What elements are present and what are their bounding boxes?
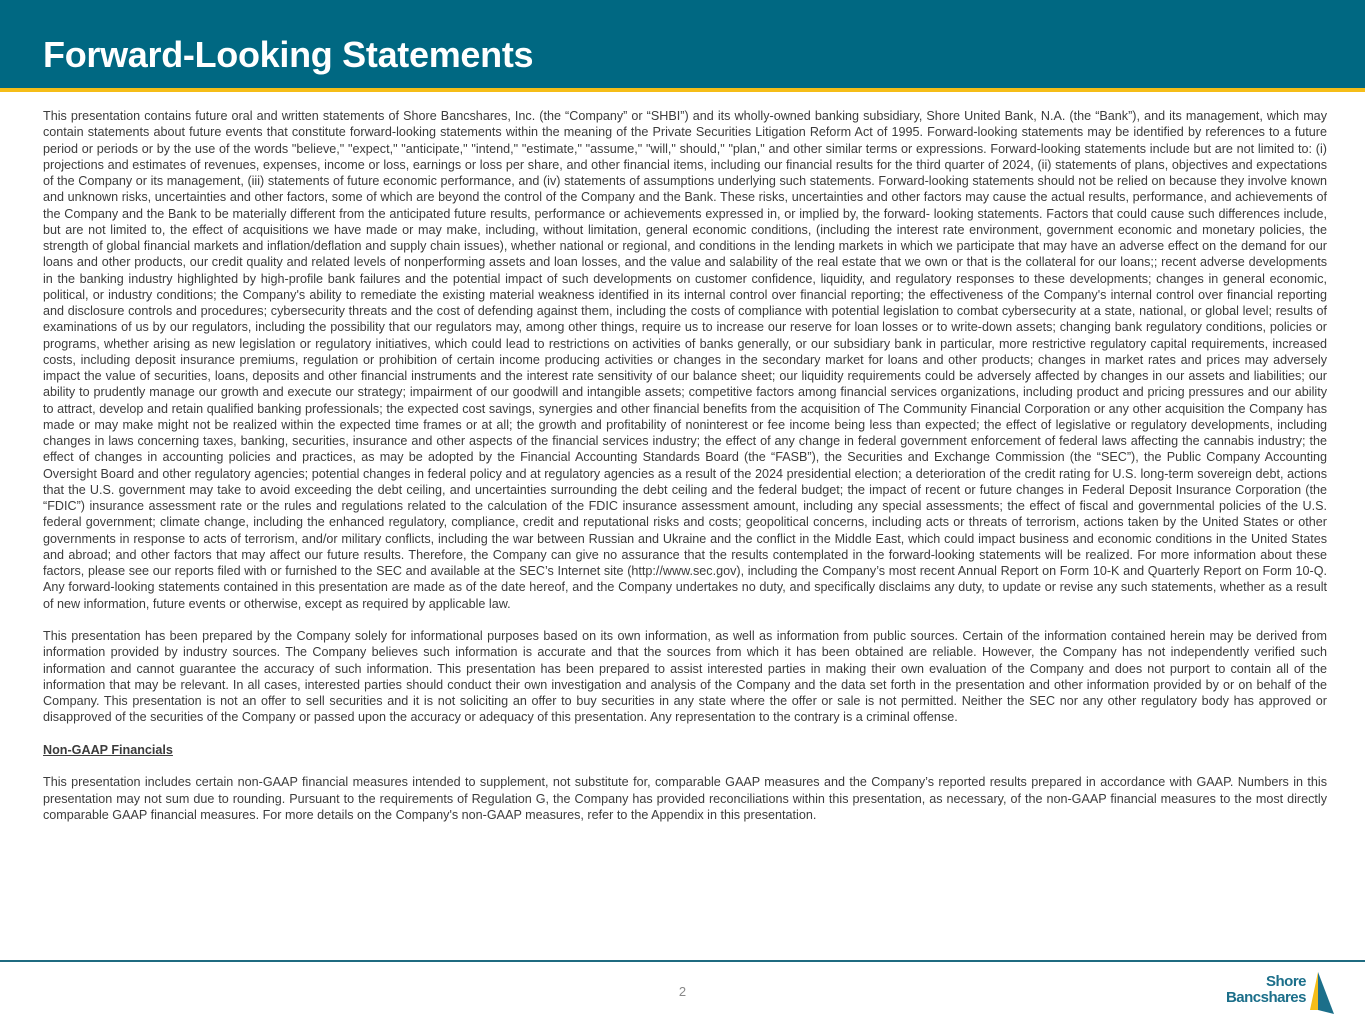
forward-looking-paragraph: This presentation contains future oral and written statements of Shore Bancshares, Inc. (the “Company” or “SHBI”) and its wholly-owned banking subsidiary, Shore United Bank, N.A. (the “Bank”), and its management, which may contain statements about future events that constitute forward-looking statements within the meaning of the Private Securities Litigation Reform Act of 1995. Forward-looking statements may be identified by references to a future period or periods or by the use of the words "believe," "expect," "anticipate," "intend," "estimate," "assume," "will," should," "plan," and other similar terms or expressions. Forward-looking statements include but are not limited to: (i) projections and estimates of revenues, expenses, income or loss, earnings or loss per share, and other financial items, including our financial results for the third quarter of 2024, (ii) statements of plans, objectives and expectations of the Company or its management, (iii) statements of future economic performance, and (iv) statements of assumptions underlying such statements. Forward-looking statements should not be relied on because they involve known and unknown risks, uncertainties and other factors, some of which are beyond the control of the Company and the Bank. These risks, uncertainties and other factors may cause the actual results, performance, and achievements of the Company and the Bank to be materially different from the anticipated future results, performance or achievements expressed in, or implied by, the forward- looking statements. Factors that could cause such differences include, but are not limited to, the effect of acquisitions we have made or may make, including, without limitation, general economic conditions, (including the interest rate environment, government economic and monetary policies, the strength of global financial markets and inflation/deflation and supply chain issues), whether national or regional, and conditions in the lending markets in which we participate that may have an adverse effect on the demand for our loans and other products, our credit quality and related levels of nonperforming assets and loan losses, and the value and salability of the real estate that we own or that is the collateral for our loans;; recent adverse developments in the banking industry highlighted by high-profile bank failures and the potential impact of such developments on customer confidence, liquidity, and regulatory responses to these developments; changes in general economic, political, or industry conditions; the Company's ability to remediate the existing material weakness identified in its internal control over financial reporting; the effectiveness of the Company's internal control over financial reporting and disclosure controls and procedures; cybersecurity threats and the cost of defending against them, including the costs of compliance with potential legislation to combat cybersecurity at a state, national, or global level; results of examinations of us by our regulators, including the possibility that our regulators may, among other things, require us to increase our reserve for loan losses or to write-down assets; changing bank regulatory conditions, policies or programs, whether arising as new legislation or regulatory initiatives, which could lead to restrictions on activities of banks generally, or our subsidiary bank in particular, more restrictive regulatory capital requirements, increased costs, including deposit insurance premiums, regulation or prohibition of certain income producing activities or changes in the secondary market for loans and other products; changes in market rates and prices may adversely impact the value of securities, loans, deposits and other financial instruments and the interest rate sensitivity of our balance sheet; our liquidity requirements could be adversely affected by changes in our assets and liabilities; our ability to prudently manage our growth and execute our strategy; impairment of our goodwill and intangible assets; competitive factors among financial services organizations, including product and pricing pressures and our ability to attract, develop and retain qualified banking professionals; the expected cost savings, synergies and other financial benefits from the acquisition of The Community Financial Corporation or any other acquisition the Company has made or may make might not be realized within the expected time frames or at all; the growth and profitability of noninterest or fee income being less than expected; the effect of legislative or regulatory developments, including changes in laws concerning taxes, banking, securities, insurance and other aspects of the financial services industry; the effect of any change in federal government enforcement of federal laws affecting the cannabis industry; the effect of changes in accounting policies and practices, as may be adopted by the Financial Accounting Standards Board (the “FASB”), the Securities and Exchange Commission (the “SEC”), the Public Company Accounting Oversight Board and other regulatory agencies; potential changes in federal policy and at regulatory agencies as a result of the 2024 presidential election; a deterioration of the credit rating for U.S. long-term sovereign debt, actions that the U.S. government may take to avoid exceeding the debt ceiling, and uncertainties surrounding the debt ceiling and the federal budget; the impact of recent or future changes in Federal Deposit Insurance Corporation (the “FDIC”) insurance assessment rate or the rules and regulations related to the calculation of the FDIC insurance assessment amount, including any special assessments; the effect of fiscal and governmental policies of the U.S. federal government; climate change, including the enhanced regulatory, compliance, credit and reputational risks and costs; geopolitical concerns, including acts or threats of terrorism, actions taken by the United States or other governments in response to acts of terrorism, and/or military conflicts, including the war between Russian and Ukraine and the conflict in the Middle East, which could impact business and economic conditions in the United States and abroad; and other factors that may affect our future results. Therefore, the Company can give no assurance that the results contemplated in the forward-looking statements will be realized. For more information about these factors, please see our reports filed with or furnished to the SEC and available at the SEC’s Internet site (http://www.sec.gov), including the Company’s most recent Annual Report on Form 10-K and Quarterly Report on Form 10-Q. Any forward-looking statements contained in this presentation are made as of the date hereof, and the Company undertakes no duty, and specifically disclaims any duty, to update or revise any such statements, whether as a result of new information, future events or otherwise, except as required by applicable law. [43,109,1327,611]
footer-divider [0,960,1365,962]
informational-purpose-paragraph: This presentation has been prepared by the Company solely for informational purposes based on its own information, as well as information from public sources. Certain of the information contained herein may be derived from information provided by industry sources. The Company believes such information is accurate and that the sources from which it has been obtained are reliable. However, the Company has not independently verified such information and cannot guarantee the accuracy of such information. This presentation has been prepared to assist interested parties in making their own evaluation of the Company and does not purport to contain all of the information that may be relevant. In all cases, interested parties should conduct their own investigation and analysis of the Company and the data set forth in the presentation and other information provided by or on behalf of the Company. This presentation is not an offer to sell securities and it is not soliciting an offer to buy securities in any state where the offer or sale is not permitted. Neither the SEC nor any other regulatory body has approved or disapproved of the securities of the Company or passed upon the accuracy or adequacy of this presentation. Any representation to the contrary is a criminal offense. [43,629,1327,725]
logo-text [1226,974,1306,1006]
header-accent-stripe [0,88,1365,92]
shore-bancshares-logo [1216,970,1336,1016]
disclaimer-body [43,108,1327,839]
logo-line-2: Bancshares [1225,989,1306,1006]
non-gaap-heading: Non-GAAP Financials [43,742,173,757]
sail-icon [1306,970,1336,1016]
logo-line-1: Shore [1265,973,1306,990]
non-gaap-paragraph: This presentation includes certain non-GAAP financial measures intended to supplement, not substitute for, comparable GAAP measures and the Company’s reported results prepared in accordance with GAAP. Numbers in this presentation may not sum due to rounding. Pursuant to the requirements of Regulation G, the Company has provided reconciliations within this presentation, as necessary, of the non-GAAP financial measures to the most directly comparable GAAP financial measures. For more details on the Company's non-GAAP measures, refer to the Appendix in this presentation. [43,775,1327,822]
header-bar [0,0,1365,88]
page-title: Forward-Looking Statements [43,34,534,75]
page-number: 2 [678,984,687,999]
